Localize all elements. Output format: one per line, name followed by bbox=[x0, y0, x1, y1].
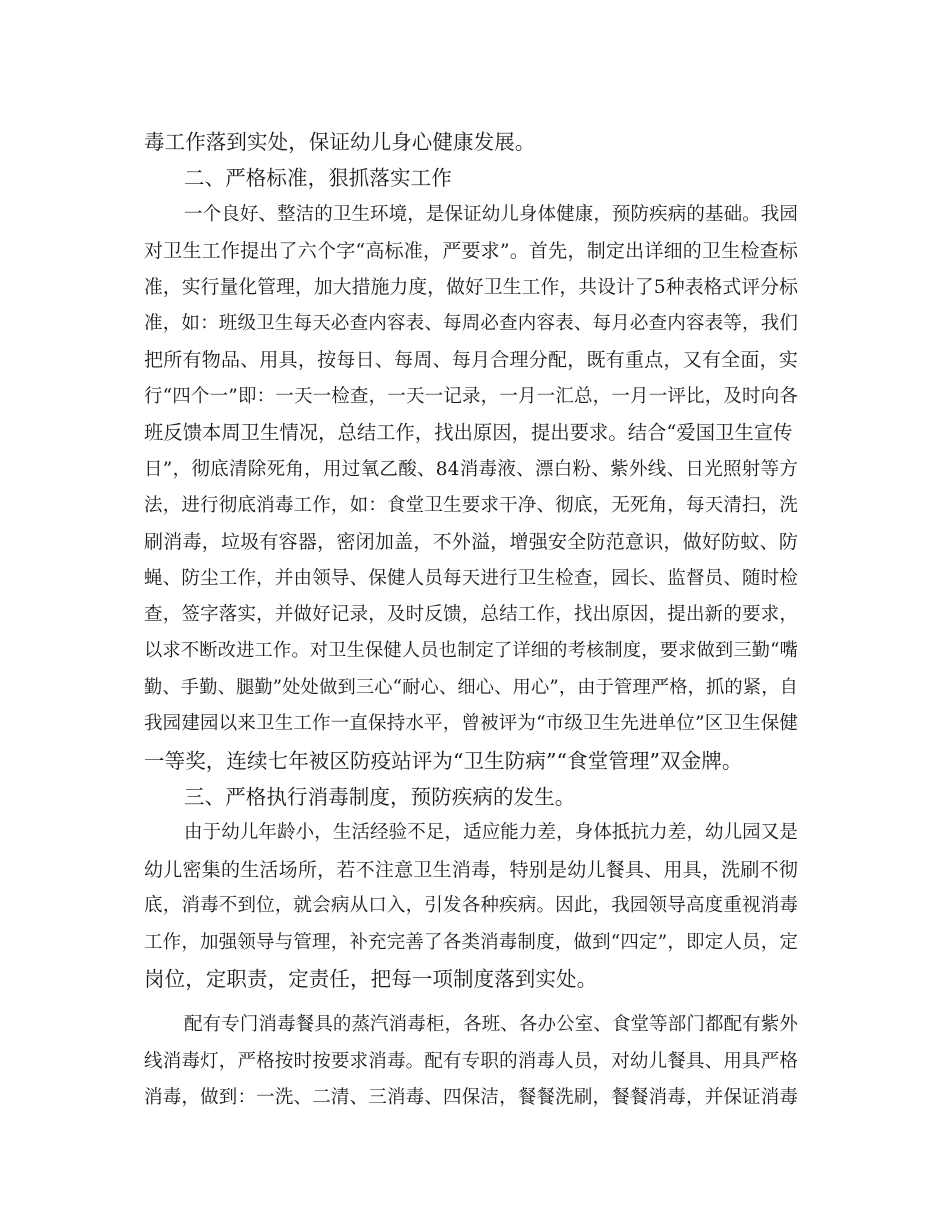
text-line: 岗位，定职责，定责任，把每一项制度落到实处。 bbox=[144, 966, 598, 991]
text-line: 刷消毒，垃圾有容器，密闭加盖，不外溢，增强安全防范意识，做好防蚊、防 bbox=[144, 531, 798, 554]
paragraph-gap bbox=[144, 997, 798, 1007]
text-line: 勤、手勤、腿勤”处处做到三心“耐心、细心、用心”，由于管理严格，抓的紧，自 bbox=[144, 676, 798, 698]
text-line: 蝇、防尘工作，并由领导、保健人员每天进行卫生检查，园长、监督员、随时检 bbox=[144, 567, 798, 589]
text-line: 我园建园以来卫生工作一直保持水平，曾被评为“市级卫生先进单位”区卫生保健 bbox=[144, 713, 798, 735]
text-line: 准，如：班级卫生每天必查内容表、每周必查内容表、每月必查内容表等，我们 bbox=[144, 312, 798, 334]
text-line: 对卫生工作提出了六个字“高标准，严要求”。首先，制定出详细的卫生检查标 bbox=[144, 240, 798, 263]
text-line: 一等奖，连续七年被区防疫站评为“卫生防病”“食堂管理”双金牌。 bbox=[144, 748, 743, 773]
paragraph-first-line: 配有专门消毒餐具的蒸汽消毒柜，各班、各办公室、食堂等部门都配有紫外 bbox=[184, 1014, 798, 1036]
text-line: 毒工作落到实处，保证幼儿身心健康发展。 bbox=[144, 130, 536, 154]
text-line: 消毒，做到：一洗、二清、三消毒、四保洁，餐餐洗刷，餐餐消毒，并保证消毒 bbox=[144, 1087, 798, 1109]
text-line: 把所有物品、用具，按每日、每周、每月合理分配，既有重点，又有全面，实 bbox=[144, 349, 798, 372]
text-line: 日”，彻底清除死角，用过氧乙酸、84消毒液、漂白粉、紫外线、日光照射等方 bbox=[144, 458, 798, 480]
text-line: 查，签字落实，并做好记录，及时反馈，总结工作，找出原因，提出新的要求， bbox=[144, 604, 798, 626]
text-line: 线消毒灯，严格按时按要求消毒。配有专职的消毒人员，对幼儿餐具、用具严格 bbox=[144, 1050, 798, 1072]
text-line: 以求不断改进工作。对卫生保健人员也制定了详细的考核制度，要求做到三勤“嘴 bbox=[144, 640, 798, 662]
text-line: 法，进行彻底消毒工作，如：食堂卫生要求干净、彻底，无死角，每天清扫，洗 bbox=[144, 494, 798, 516]
document-body bbox=[144, 124, 798, 1117]
text-line: 底，消毒不到位，就会病从口入，引发各种疾病。因此，我园领导高度重视消毒 bbox=[144, 895, 798, 917]
text-line: 工作，加强领导与管理，补充完善了各类消毒制度，做到“四定”，即定人员，定 bbox=[144, 931, 798, 953]
text-line: 行“四个一”即：一天一检查，一天一记录，一月一汇总，一月一评比，及时向各 bbox=[144, 385, 798, 407]
text-line: 幼儿密集的生活场所，若不注意卫生消毒，特别是幼儿餐具、用具，洗刷不彻 bbox=[144, 858, 798, 881]
paragraph-first-line: 由于幼儿年龄小，生活经验不足，适应能力差，身体抵抗力差，幼儿园又是 bbox=[184, 822, 798, 844]
paragraph-first-line: 二、严格标准，狠抓落实工作 bbox=[184, 166, 452, 191]
text-line: 准，实行量化管理，加大措施力度，做好卫生工作，共设计了5种表格式评分标 bbox=[144, 276, 798, 298]
text-line: 班反馈本周卫生情况，总结工作，找出原因，提出要求。结合“爱国卫生宣传 bbox=[144, 421, 793, 445]
paragraph-first-line: 三、严格执行消毒制度，预防疾病的发生。 bbox=[184, 785, 576, 810]
paragraph-first-line: 一个良好、整洁的卫生环境，是保证幼儿身体健康，预防疾病的基础。我园 bbox=[184, 203, 798, 225]
